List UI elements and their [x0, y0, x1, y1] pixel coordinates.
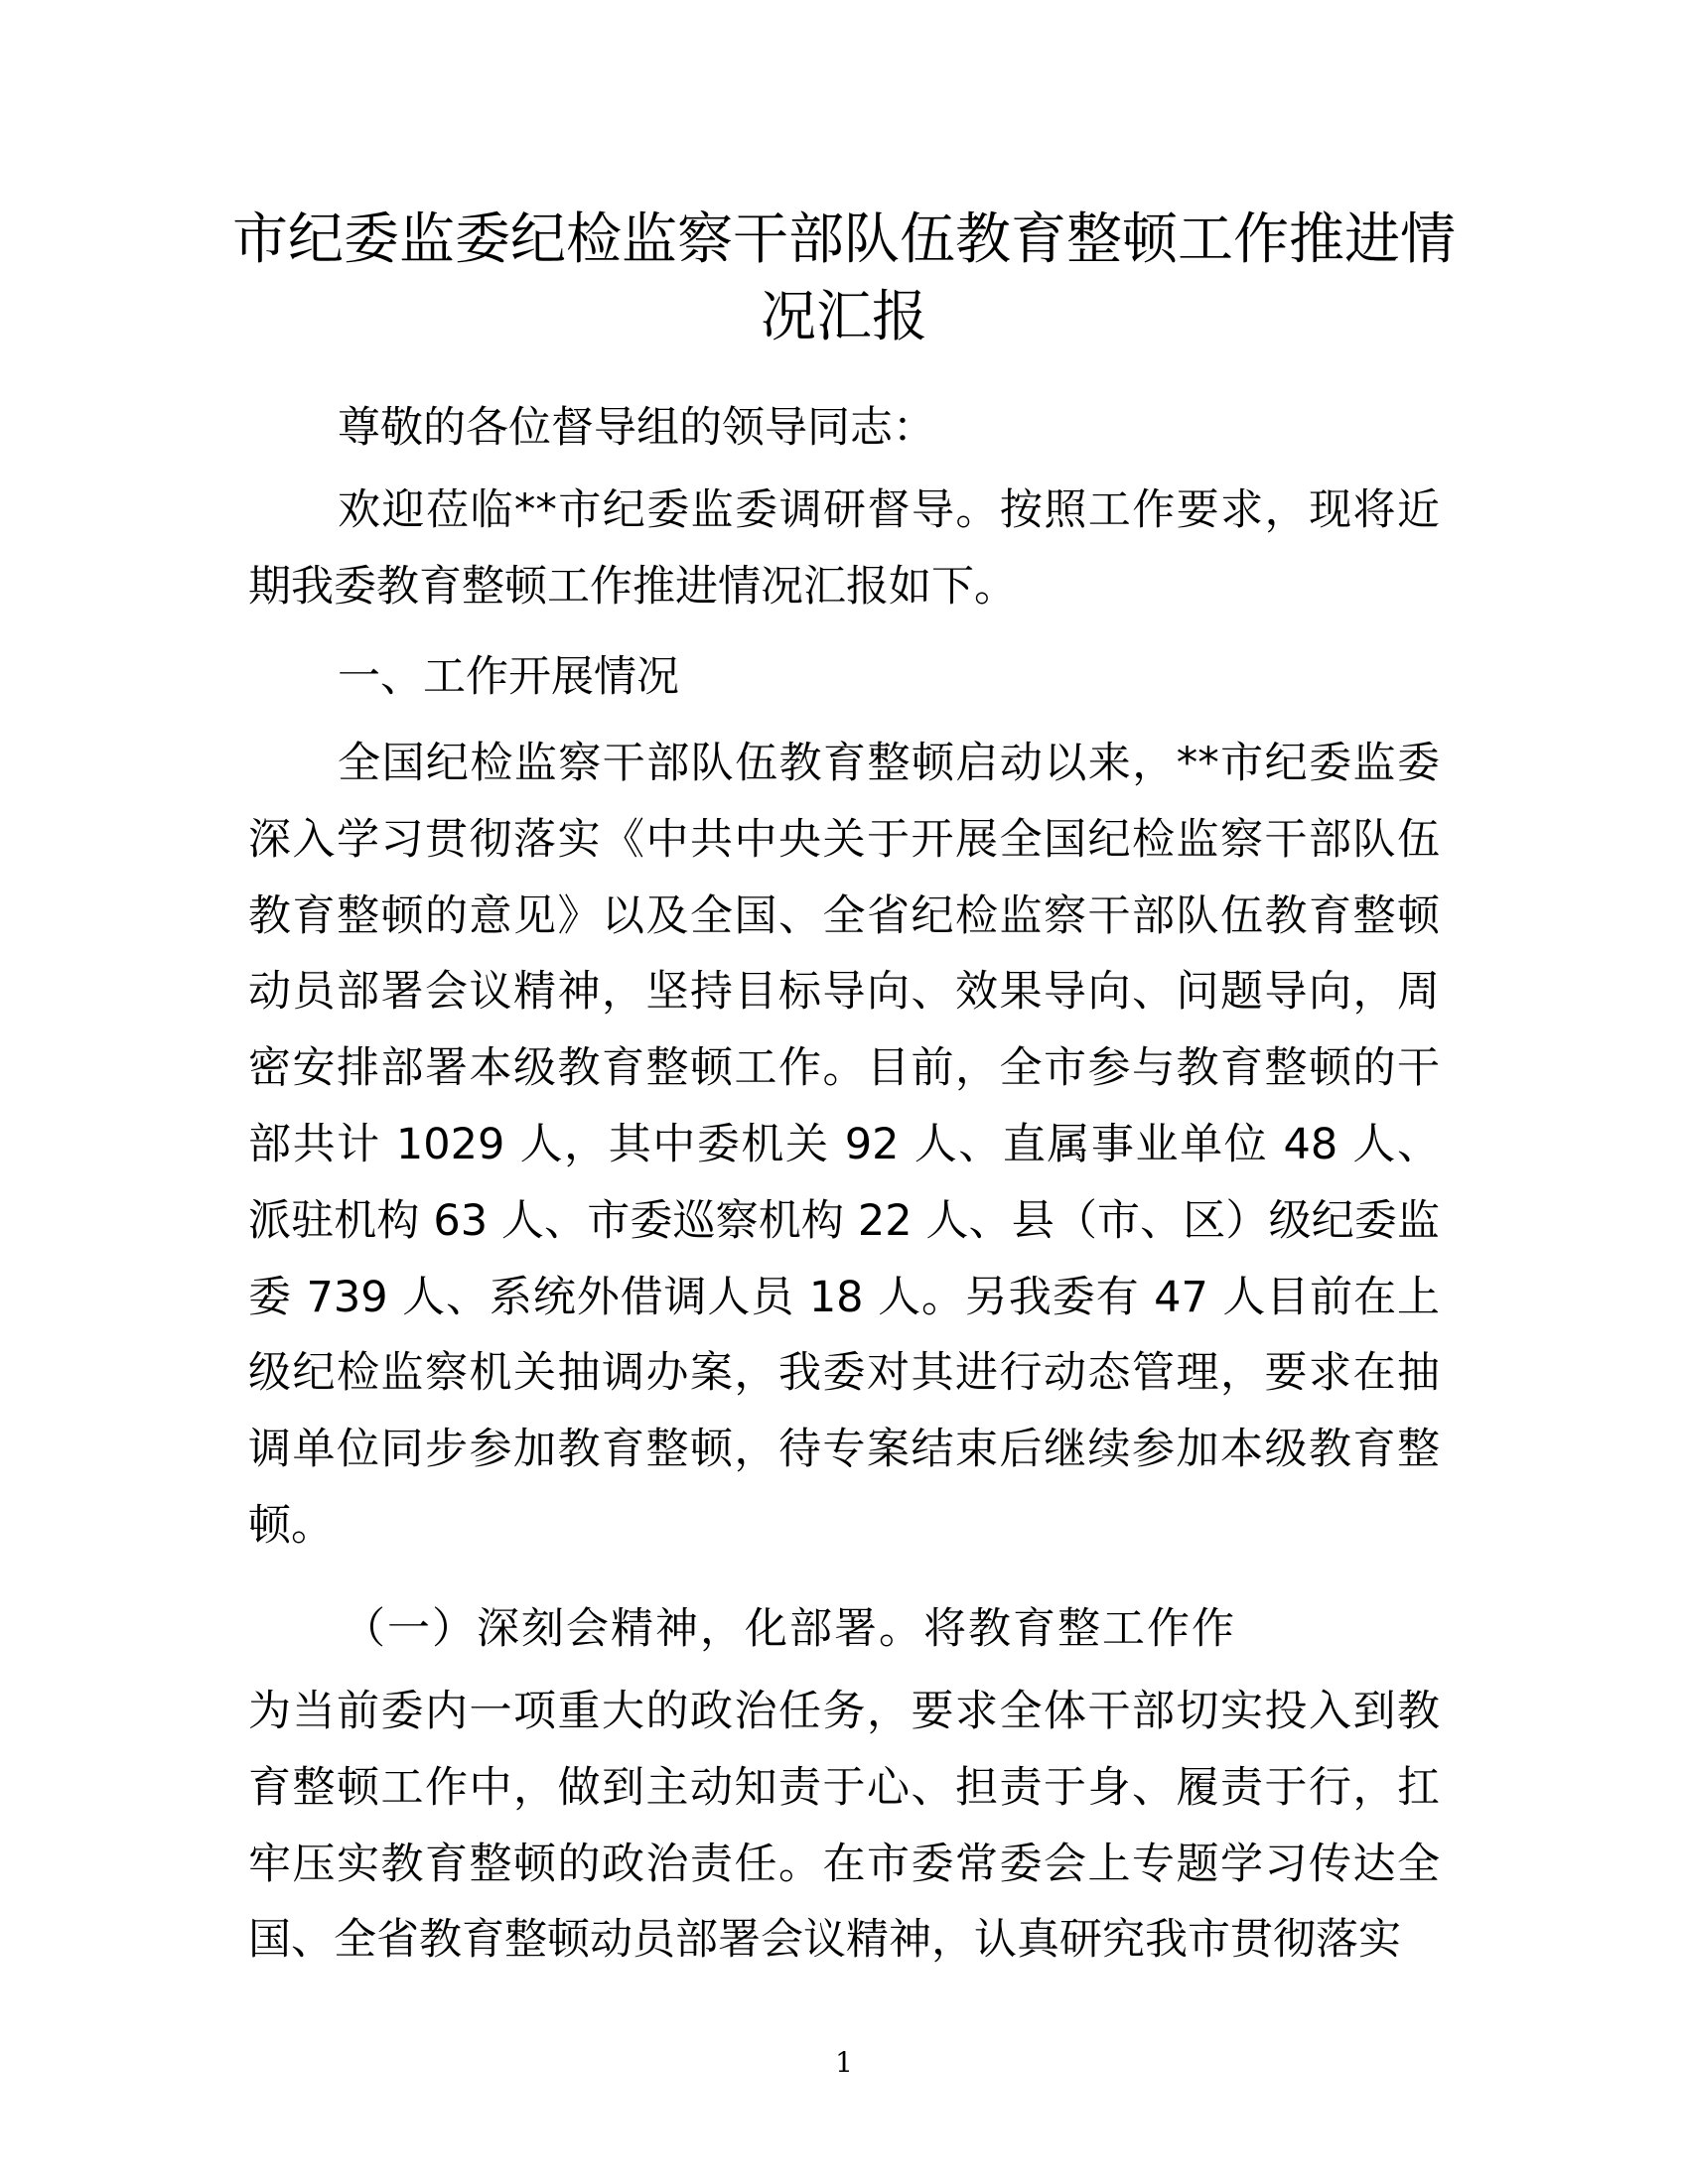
salutation: 尊敬的各位督导组的领导同志： — [338, 403, 935, 453]
section-body-paragraph: 全国纪检监察干部队伍教育整顿启动以来，**市纪委监委深入学习贯彻落实《中共中央关于开展全国纪检监察干部队伍教育整顿的意见》以及全国、全省纪检监察干部队伍教育整顿动员部署会议精神，坚持目标导向、效果导向、问题导向，周密安排部署本级教育整顿工作。目前，全市参与教育整顿的干部共计 1029 人，其中委机关 92 人、直属事业单位 48 人、派驻机构 63 人、市委巡察机构 22 人、县（市、区）级纪委监委 739 人、系统外借调人员 18 人。另我委有 47 人目前在上级纪检监察机关抽调办案，我委对其进行动态管理，要求在抽调单位同步参加教育整顿，待专案结束后继续参加本级教育整顿。 — [248, 739, 1440, 1551]
section-heading: 一、工作开展情况 — [338, 652, 679, 702]
intro-paragraph: 欢迎莅临**市纪委监委调研督导。按照工作要求，现将近期我委教育整顿工作推进情况汇报如下。 — [248, 485, 1440, 612]
subsection-body-paragraph: 为当前委内一项重大的政治任务，要求全体干部切实投入到教育整顿工作中，做到主动知责于心、担责于身、履责于行，扛牢压实教育整顿的政治责任。在市委常委会上专题学习传达全国、全省教育整顿动员部署会议精神，认真研究我市贯彻落实 — [248, 1687, 1440, 1966]
page-number: 1 — [835, 2046, 853, 2079]
subsection-heading: （一）深刻会精神，化部署。将教育整工作作 — [343, 1604, 1236, 1654]
document-title: 市纪委监委纪检监察干部队伍教育整顿工作推进情况汇报 — [232, 207, 1456, 349]
